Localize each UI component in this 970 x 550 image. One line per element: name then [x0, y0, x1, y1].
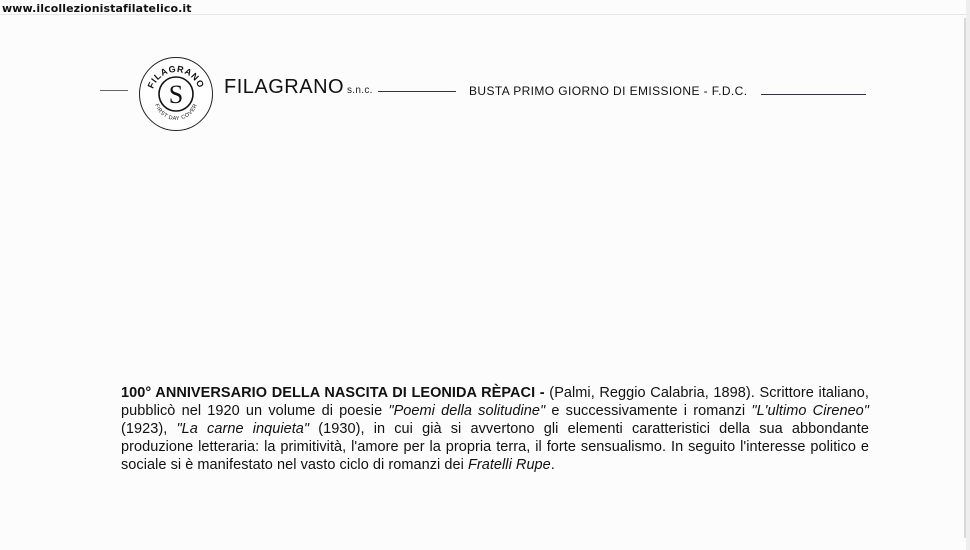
header-rule-right [761, 94, 866, 95]
fdc-subtitle: BUSTA PRIMO GIORNO DI EMISSIONE - F.D.C. [469, 84, 748, 98]
watermark-url: www.ilcollezionistafilatelico.it [2, 2, 192, 15]
header-rule-left [100, 90, 128, 91]
filagrano-logo [139, 57, 213, 131]
logo-seal [140, 58, 212, 130]
work-title-3: "La carne inquieta" [176, 421, 310, 437]
bio-text-1: Scrittore italiano, pubblicò nel 1920 un volume di poesie [121, 385, 869, 419]
anniversary-title: 100° ANNIVERSARIO DELLA NASCITA DI LEONIDA RÈPACI - [121, 385, 545, 401]
description-paragraph [121, 384, 869, 474]
work-title-1: "Poemi della solitudine" [388, 403, 546, 419]
logo-top-text: FILAGRANO [145, 63, 207, 90]
logo-bottom-text: FIRST DAY COVER [153, 103, 199, 123]
bio-text-2: e successivamente i romanzi [545, 403, 752, 419]
work-title-4: Fratelli Rupe [467, 457, 551, 473]
work-title-2: "L'ultimo Cireneo" [751, 403, 869, 419]
right-edge-shadow [964, 18, 966, 538]
birthplace-date: (Palmi, Reggio Calabria, 1898). [544, 385, 755, 401]
header-rule-middle [378, 91, 456, 92]
right-edge [966, 0, 970, 550]
company-type: s.n.c. [347, 85, 373, 96]
bio-text-4: (1930), in cui già si avvertono gli elementi caratteristici della sua abbondante produzione letteraria: la primitività, l'amore per la propria terra, il forte sensualismo. In seguito l'interesse politico e sociale si è manifestato nel vasto ciclo di romanzi dei [121, 421, 869, 473]
brand-name: FILAGRANO [224, 76, 345, 98]
bio-end: . [550, 457, 555, 473]
bio-text-3: (1923), [121, 421, 177, 437]
logo-letter: S [168, 80, 184, 109]
description-block [121, 384, 869, 474]
